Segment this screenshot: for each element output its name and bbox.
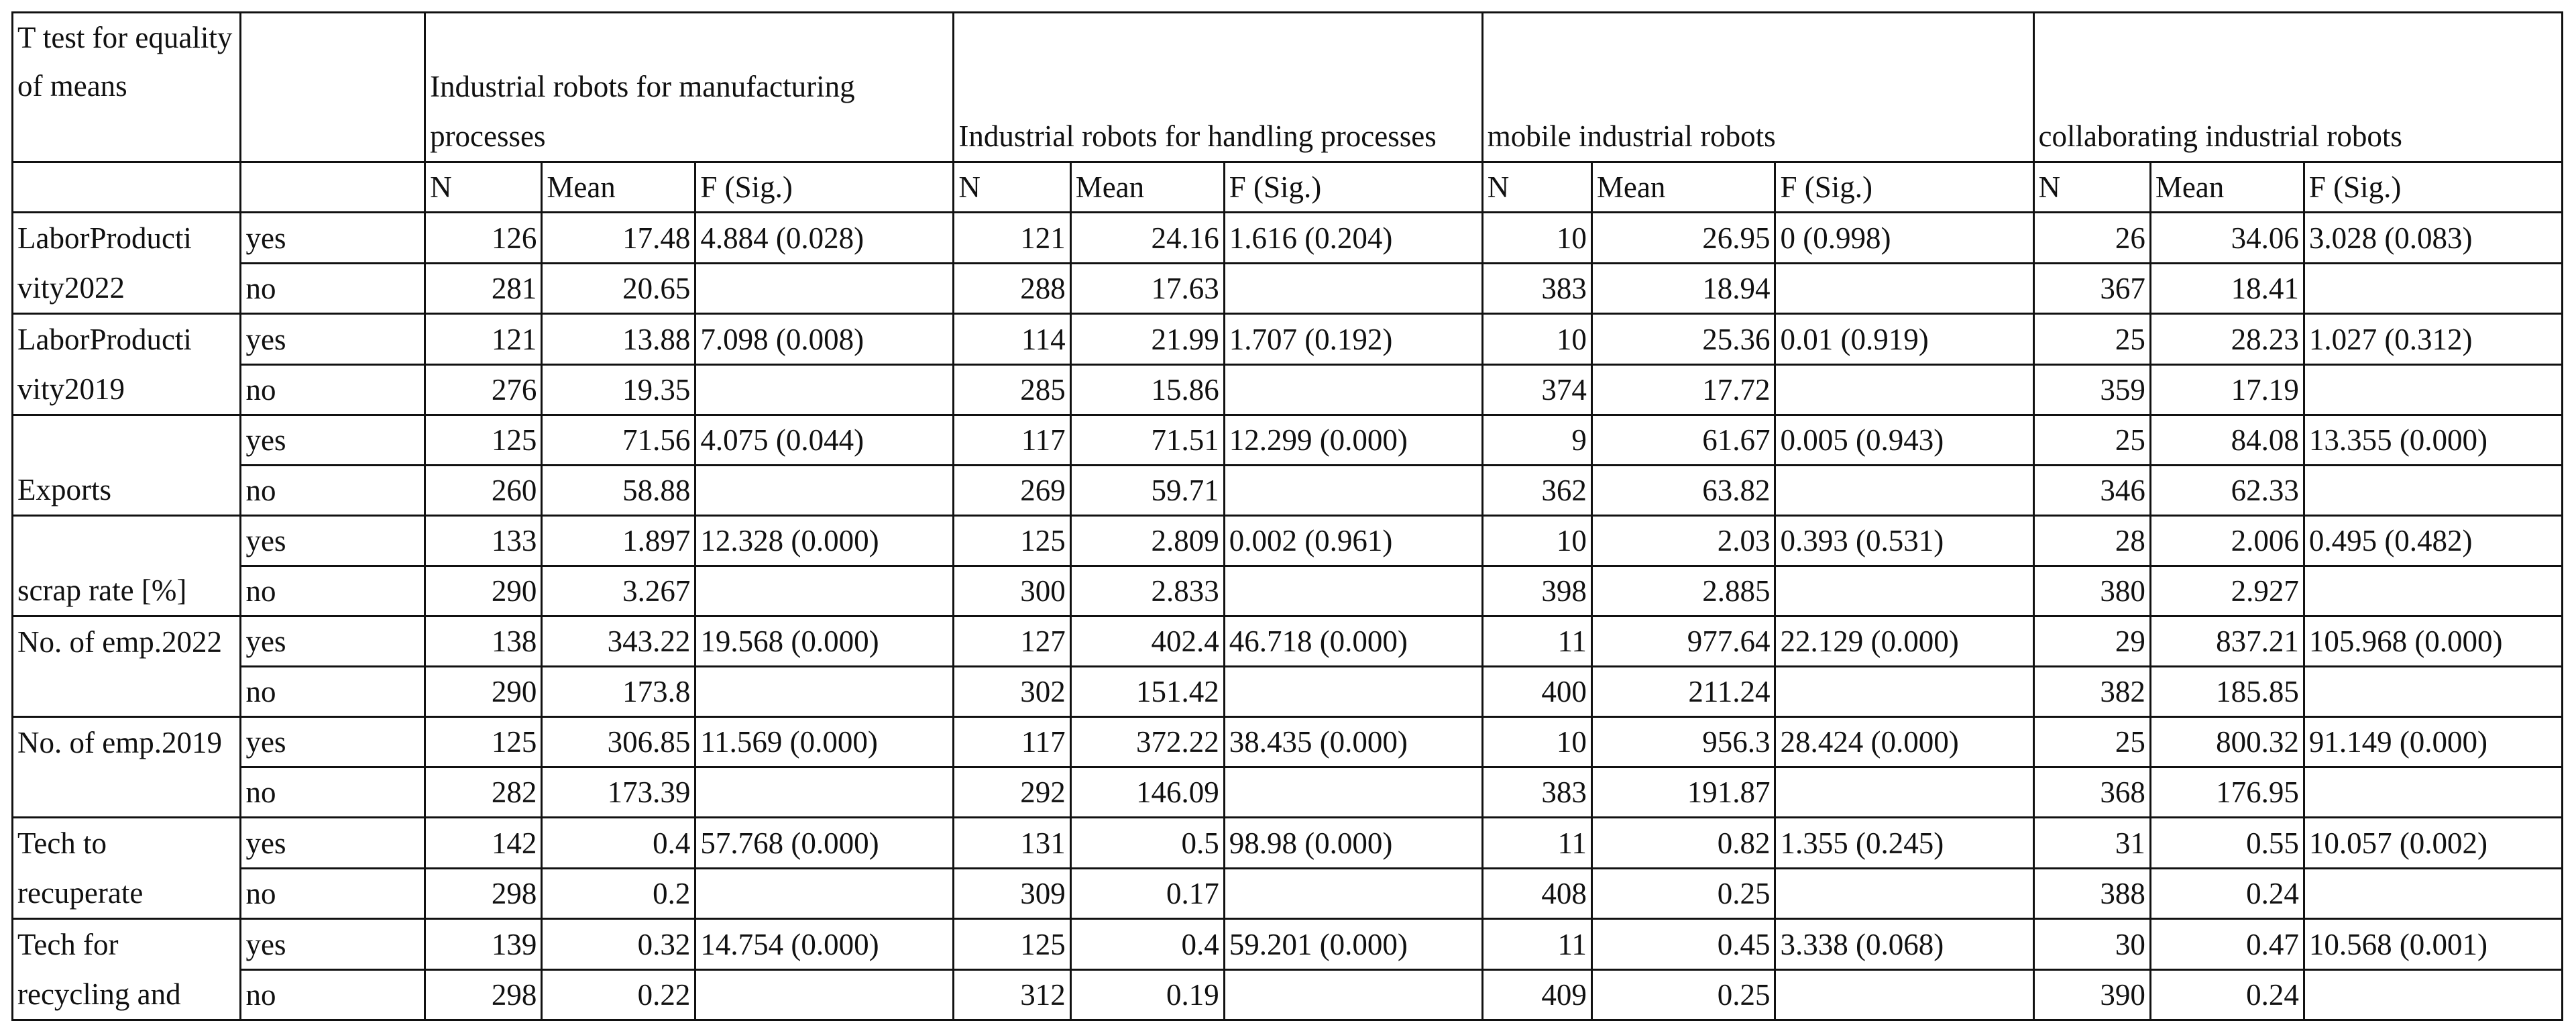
cell-mean: 61.67 [1591, 415, 1775, 466]
cell-n: 133 [425, 516, 542, 566]
cell-n: 346 [2033, 466, 2150, 516]
cell-mean: 402.4 [1070, 616, 1224, 667]
subheader-mean: Mean [2150, 162, 2304, 213]
cell-n: 383 [1482, 767, 1591, 818]
cell-mean: 19.35 [542, 364, 695, 415]
cell-mean: 28.23 [2150, 314, 2304, 365]
cell-f-sig [2304, 566, 2562, 616]
group-header-mobile: mobile industrial robots [1482, 13, 2033, 162]
cell-mean: 0.4 [542, 818, 695, 869]
table-row [13, 213, 2563, 264]
cell-n: 11 [1482, 616, 1591, 667]
cell-f-sig: 28.424 (0.000) [1775, 717, 2033, 767]
cell-n: 288 [954, 263, 1070, 314]
cell-n: 25 [2033, 717, 2150, 767]
cell-f-sig [2304, 364, 2562, 415]
table-body [13, 13, 2563, 1020]
subheader-n: N [1482, 162, 1591, 213]
cell-n: 292 [954, 767, 1070, 818]
table-row [13, 717, 2563, 767]
cell-f-sig: 0.005 (0.943) [1775, 415, 2033, 466]
group-label: yes [241, 213, 425, 264]
table-row [13, 415, 2563, 466]
subheader-empty-cell [13, 162, 241, 213]
cell-f-sig [1775, 566, 2033, 616]
cell-f-sig: 0.393 (0.531) [1775, 516, 2033, 566]
cell-f-sig: 12.328 (0.000) [695, 516, 954, 566]
cell-f-sig [695, 969, 954, 1020]
cell-n: 374 [1482, 364, 1591, 415]
cell-mean: 25.36 [1591, 314, 1775, 365]
table-row [13, 364, 2563, 415]
cell-n: 367 [2033, 263, 2150, 314]
cell-n: 125 [425, 717, 542, 767]
cell-f-sig [1224, 667, 1482, 717]
subheader-f-sig: F (Sig.) [695, 162, 954, 213]
cell-n: 11 [1482, 919, 1591, 970]
cell-f-sig: 11.569 (0.000) [695, 717, 954, 767]
subheader-empty-cell [241, 162, 425, 213]
cell-mean: 0.25 [1591, 868, 1775, 919]
cell-f-sig: 1.707 (0.192) [1224, 314, 1482, 365]
cell-f-sig [1224, 868, 1482, 919]
cell-mean: 2.833 [1070, 566, 1224, 616]
cell-n: 125 [954, 919, 1070, 970]
cell-n: 127 [954, 616, 1070, 667]
cell-n: 285 [954, 364, 1070, 415]
cell-mean: 0.24 [2150, 868, 2304, 919]
cell-n: 117 [954, 717, 1070, 767]
cell-n: 139 [425, 919, 542, 970]
cell-n: 260 [425, 466, 542, 516]
cell-n: 300 [954, 566, 1070, 616]
cell-n: 302 [954, 667, 1070, 717]
variable-label: No. of emp.2022 [13, 616, 241, 717]
cell-f-sig: 13.355 (0.000) [2304, 415, 2562, 466]
subheader-f-sig: F (Sig.) [1224, 162, 1482, 213]
cell-n: 25 [2033, 314, 2150, 365]
cell-mean: 0.25 [1591, 969, 1775, 1020]
cell-f-sig [1224, 767, 1482, 818]
cell-mean: 176.95 [2150, 767, 2304, 818]
cell-n: 282 [425, 767, 542, 818]
cell-n: 290 [425, 566, 542, 616]
group-label: no [241, 868, 425, 919]
cell-n: 10 [1482, 516, 1591, 566]
cell-f-sig [1224, 566, 1482, 616]
header-row-groups [13, 13, 2563, 162]
cell-mean: 191.87 [1591, 767, 1775, 818]
group-label: no [241, 263, 425, 314]
cell-n: 142 [425, 818, 542, 869]
cell-f-sig: 12.299 (0.000) [1224, 415, 1482, 466]
cell-mean: 17.72 [1591, 364, 1775, 415]
group-label: no [241, 969, 425, 1020]
cell-mean: 173.8 [542, 667, 695, 717]
corner-label: T test for equality of means [13, 13, 241, 162]
cell-mean: 185.85 [2150, 667, 2304, 717]
cell-n: 269 [954, 466, 1070, 516]
cell-f-sig: 1.355 (0.245) [1775, 818, 2033, 869]
cell-mean: 0.32 [542, 919, 695, 970]
cell-mean: 62.33 [2150, 466, 2304, 516]
table-row [13, 466, 2563, 516]
cell-mean: 3.267 [542, 566, 695, 616]
cell-n: 121 [954, 213, 1070, 264]
cell-n: 114 [954, 314, 1070, 365]
cell-f-sig: 4.075 (0.044) [695, 415, 954, 466]
t-test-table [11, 11, 2563, 1021]
cell-n: 380 [2033, 566, 2150, 616]
cell-n: 25 [2033, 415, 2150, 466]
table-row [13, 263, 2563, 314]
table-row [13, 667, 2563, 717]
cell-f-sig [1224, 466, 1482, 516]
cell-mean: 173.39 [542, 767, 695, 818]
cell-mean: 24.16 [1070, 213, 1224, 264]
table-row [13, 969, 2563, 1020]
cell-f-sig: 105.968 (0.000) [2304, 616, 2562, 667]
cell-mean: 211.24 [1591, 667, 1775, 717]
group-label: no [241, 667, 425, 717]
cell-f-sig [2304, 969, 2562, 1020]
cell-mean: 17.48 [542, 213, 695, 264]
cell-f-sig [695, 263, 954, 314]
variable-label: Tech to recuperate [13, 818, 241, 919]
cell-f-sig [695, 566, 954, 616]
cell-mean: 18.94 [1591, 263, 1775, 314]
cell-f-sig: 19.568 (0.000) [695, 616, 954, 667]
group-label: no [241, 566, 425, 616]
subheader-f-sig: F (Sig.) [2304, 162, 2562, 213]
cell-n: 281 [425, 263, 542, 314]
cell-n: 125 [425, 415, 542, 466]
cell-mean: 84.08 [2150, 415, 2304, 466]
group-label: yes [241, 516, 425, 566]
group-label: yes [241, 818, 425, 869]
cell-mean: 1.897 [542, 516, 695, 566]
cell-f-sig: 46.718 (0.000) [1224, 616, 1482, 667]
subheader-mean: Mean [542, 162, 695, 213]
cell-f-sig: 0 (0.998) [1775, 213, 2033, 264]
group-label: yes [241, 616, 425, 667]
cell-f-sig [2304, 667, 2562, 717]
cell-f-sig: 3.028 (0.083) [2304, 213, 2562, 264]
subheader-n: N [425, 162, 542, 213]
cell-mean: 0.17 [1070, 868, 1224, 919]
cell-n: 10 [1482, 213, 1591, 264]
cell-mean: 343.22 [542, 616, 695, 667]
cell-mean: 17.63 [1070, 263, 1224, 314]
cell-f-sig [695, 868, 954, 919]
cell-mean: 0.4 [1070, 919, 1224, 970]
cell-mean: 0.2 [542, 868, 695, 919]
cell-n: 117 [954, 415, 1070, 466]
cell-f-sig [2304, 868, 2562, 919]
cell-n: 121 [425, 314, 542, 365]
cell-n: 383 [1482, 263, 1591, 314]
cell-n: 30 [2033, 919, 2150, 970]
variable-label: LaborProducti vity2022 [13, 213, 241, 314]
cell-n: 312 [954, 969, 1070, 1020]
group-header-collaborating: collaborating industrial robots [2033, 13, 2562, 162]
cell-mean: 63.82 [1591, 466, 1775, 516]
table-row [13, 314, 2563, 365]
cell-f-sig: 3.338 (0.068) [1775, 919, 2033, 970]
cell-mean: 26.95 [1591, 213, 1775, 264]
cell-f-sig [1775, 364, 2033, 415]
cell-mean: 837.21 [2150, 616, 2304, 667]
cell-f-sig: 0.01 (0.919) [1775, 314, 2033, 365]
cell-n: 125 [954, 516, 1070, 566]
cell-f-sig [695, 364, 954, 415]
table-row [13, 868, 2563, 919]
cell-n: 9 [1482, 415, 1591, 466]
group-label: yes [241, 314, 425, 365]
cell-n: 290 [425, 667, 542, 717]
group-label: no [241, 364, 425, 415]
cell-f-sig: 59.201 (0.000) [1224, 919, 1482, 970]
cell-n: 26 [2033, 213, 2150, 264]
cell-n: 400 [1482, 667, 1591, 717]
cell-n: 382 [2033, 667, 2150, 717]
subheader-mean: Mean [1591, 162, 1775, 213]
table-row [13, 818, 2563, 869]
cell-mean: 0.55 [2150, 818, 2304, 869]
cell-f-sig: 38.435 (0.000) [1224, 717, 1482, 767]
cell-mean: 17.19 [2150, 364, 2304, 415]
cell-f-sig: 7.098 (0.008) [695, 314, 954, 365]
cell-mean: 58.88 [542, 466, 695, 516]
cell-mean: 2.006 [2150, 516, 2304, 566]
variable-label: Tech for recycling and [13, 919, 241, 1020]
cell-n: 126 [425, 213, 542, 264]
cell-n: 390 [2033, 969, 2150, 1020]
cell-f-sig: 98.98 (0.000) [1224, 818, 1482, 869]
cell-f-sig [1224, 364, 1482, 415]
cell-mean: 977.64 [1591, 616, 1775, 667]
cell-mean: 2.885 [1591, 566, 1775, 616]
variable-label: scrap rate [%] [13, 516, 241, 616]
cell-n: 11 [1482, 818, 1591, 869]
cell-mean: 0.5 [1070, 818, 1224, 869]
cell-mean: 0.22 [542, 969, 695, 1020]
cell-n: 298 [425, 868, 542, 919]
cell-mean: 59.71 [1070, 466, 1224, 516]
cell-f-sig: 1.027 (0.312) [2304, 314, 2562, 365]
cell-n: 408 [1482, 868, 1591, 919]
cell-mean: 0.24 [2150, 969, 2304, 1020]
subheader-n: N [2033, 162, 2150, 213]
table-row [13, 566, 2563, 616]
cell-n: 309 [954, 868, 1070, 919]
cell-mean: 151.42 [1070, 667, 1224, 717]
cell-f-sig [1224, 969, 1482, 1020]
cell-mean: 2.927 [2150, 566, 2304, 616]
cell-mean: 71.56 [542, 415, 695, 466]
group-label: no [241, 767, 425, 818]
cell-mean: 13.88 [542, 314, 695, 365]
table-row [13, 516, 2563, 566]
cell-n: 398 [1482, 566, 1591, 616]
cell-n: 138 [425, 616, 542, 667]
corner-empty-cell [241, 13, 425, 162]
cell-n: 368 [2033, 767, 2150, 818]
group-header-manufacturing: Industrial robots for manufacturing processes [425, 13, 954, 162]
cell-f-sig [1775, 263, 2033, 314]
variable-label: No. of emp.2019 [13, 717, 241, 818]
cell-f-sig [695, 466, 954, 516]
cell-n: 298 [425, 969, 542, 1020]
cell-f-sig [695, 667, 954, 717]
cell-n: 28 [2033, 516, 2150, 566]
cell-mean: 800.32 [2150, 717, 2304, 767]
cell-mean: 18.41 [2150, 263, 2304, 314]
cell-f-sig: 22.129 (0.000) [1775, 616, 2033, 667]
cell-mean: 2.03 [1591, 516, 1775, 566]
cell-f-sig [1775, 969, 2033, 1020]
cell-f-sig: 0.002 (0.961) [1224, 516, 1482, 566]
cell-f-sig: 91.149 (0.000) [2304, 717, 2562, 767]
header-row-stats [13, 162, 2563, 213]
cell-mean: 21.99 [1070, 314, 1224, 365]
cell-mean: 34.06 [2150, 213, 2304, 264]
table-row [13, 919, 2563, 970]
cell-mean: 306.85 [542, 717, 695, 767]
cell-mean: 0.19 [1070, 969, 1224, 1020]
cell-f-sig [695, 767, 954, 818]
cell-f-sig: 10.057 (0.002) [2304, 818, 2562, 869]
cell-f-sig: 1.616 (0.204) [1224, 213, 1482, 264]
variable-label: Exports [13, 415, 241, 516]
group-label: yes [241, 717, 425, 767]
subheader-mean: Mean [1070, 162, 1224, 213]
table-row [13, 767, 2563, 818]
cell-f-sig [1775, 667, 2033, 717]
cell-n: 388 [2033, 868, 2150, 919]
cell-mean: 15.86 [1070, 364, 1224, 415]
cell-f-sig [1775, 767, 2033, 818]
group-label: yes [241, 919, 425, 970]
cell-n: 276 [425, 364, 542, 415]
cell-mean: 0.45 [1591, 919, 1775, 970]
cell-mean: 0.47 [2150, 919, 2304, 970]
cell-f-sig: 57.768 (0.000) [695, 818, 954, 869]
cell-mean: 0.82 [1591, 818, 1775, 869]
cell-f-sig: 10.568 (0.001) [2304, 919, 2562, 970]
variable-label: LaborProducti vity2019 [13, 314, 241, 415]
group-label: no [241, 466, 425, 516]
cell-f-sig [1775, 868, 2033, 919]
cell-f-sig [2304, 466, 2562, 516]
group-header-handling: Industrial robots for handling processes [954, 13, 1482, 162]
cell-f-sig: 14.754 (0.000) [695, 919, 954, 970]
cell-n: 31 [2033, 818, 2150, 869]
cell-mean: 372.22 [1070, 717, 1224, 767]
cell-n: 409 [1482, 969, 1591, 1020]
cell-mean: 71.51 [1070, 415, 1224, 466]
group-label: yes [241, 415, 425, 466]
cell-mean: 2.809 [1070, 516, 1224, 566]
cell-n: 359 [2033, 364, 2150, 415]
cell-f-sig [2304, 263, 2562, 314]
cell-n: 29 [2033, 616, 2150, 667]
subheader-n: N [954, 162, 1070, 213]
cell-f-sig [1224, 263, 1482, 314]
cell-f-sig [2304, 767, 2562, 818]
cell-mean: 146.09 [1070, 767, 1224, 818]
cell-n: 10 [1482, 314, 1591, 365]
subheader-f-sig: F (Sig.) [1775, 162, 2033, 213]
cell-mean: 956.3 [1591, 717, 1775, 767]
cell-n: 131 [954, 818, 1070, 869]
cell-f-sig: 4.884 (0.028) [695, 213, 954, 264]
cell-f-sig: 0.495 (0.482) [2304, 516, 2562, 566]
cell-n: 362 [1482, 466, 1591, 516]
table-row [13, 616, 2563, 667]
cell-mean: 20.65 [542, 263, 695, 314]
cell-n: 10 [1482, 717, 1591, 767]
cell-f-sig [1775, 466, 2033, 516]
